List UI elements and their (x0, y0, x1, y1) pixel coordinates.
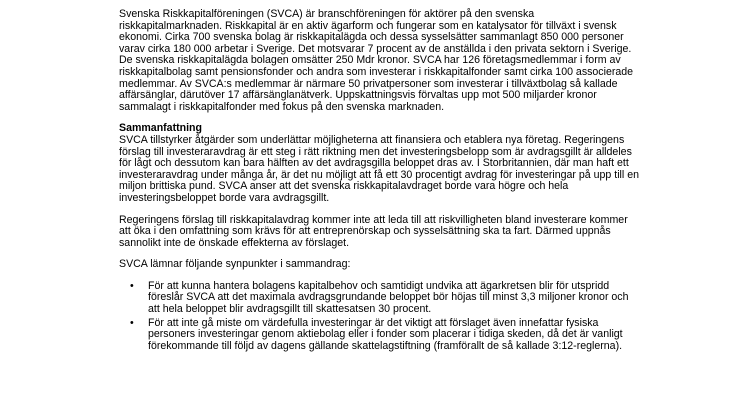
list-item-text: För att inte gå miste om värdefulla investeringar är det viktigt att förslaget även innefattar fysiska personers investeringar genom aktiebolag eller i fonder som placerar i tidiga skeden, då det är vanligt förekommande till följd av dagens gällande skattelagstiftning (framförallt de så kallade 3:12-reglerna). (148, 316, 623, 352)
summary-heading: Sammanfattning (119, 122, 202, 135)
bullet-icon: • (130, 279, 134, 292)
summary-paragraph-1: SVCA tillstyrker åtgärder som underlättar möjligheterna att finansiera och etablera nya företag. Regeringens förslag till investeraravdrag är ett steg i rätt riktning men det investeringsbelopp som är avdragsgillt är alldeles för lågt och dessutom kan bara hälften av det avdragsgilla beloppet dras av. I Storbritannien, där man haft ett investeraravdrag under många år, är det nu möjligt att få ett 30 procentigt avdrag för investeringar på upp till en miljon brittiska pund. SVCA anser att det svenska riskkapitalavdraget borde vara högre och hela investeringsbeloppet borde vara avdragsgillt. (119, 133, 639, 204)
intro-paragraph: Svenska Riskkapitalföreningen (SVCA) är branschföreningen för aktörer på den svenska riskkapitalmarknaden. Riskkapital är en aktiv ägarform och fungerar som en katalysator för tillväxt i svensk ekonomi. Cirka 700 svenska bolag är riskkapitalägda och dessa sysselsätter sammanlagt 850 000 personer varav cirka 180 000 arbetar i Sverige. Det motsvarar 7 procent av de anställda i den privata sektorn i Sverige. De svenska riskkapitalägda bolagen omsätter 250 Mdr kronor. SVCA har 126 företagsmedlemmar i form av riskkapitalbolag samt pensionsfonder och andra som investerar i riskkapitalfonder samt cirka 100 associerade medlemmar. Av SVCA:s medlemmar är närmare 50 privatpersoner som investerar i tillväxtbolag så kallade affärsänglar, därutöver 17 affärsänglanätverk. Uppskattningsvis förvaltas upp mot 500 miljarder kronor sammalagt i riskkapitalfonder med fokus på den svenska marknaden. (119, 8, 634, 113)
summary-paragraph-2: Regeringens förslag till riskkapitalavdrag kommer inte att leda till att riskvilligheten bland investerare kommer att öka i den omfattning som krävs för att entreprenörskap och sysselsättning ska ta fart. Därmed uppnås sannolikt inte de önskade effekterna av förslaget. (119, 213, 628, 249)
list-item (119, 281, 639, 316)
synpunkter-list (119, 281, 639, 353)
summary-paragraph-3: SVCA lämnar följande synpunkter i sammandrag: (119, 258, 351, 271)
list-item-text: För att kunna hantera bolagens kapitalbehov och samtidigt undvika att ägarkretsen blir för utspridd föreslår SVCA att det maximala avdragsgrundande beloppet bör höjas till minst 3,3 miljoner kronor och att hela beloppet blir avdragsgillt till skattesatsen 30 procent. (148, 279, 629, 316)
bullet-icon: • (130, 316, 134, 329)
document-page (119, 9, 639, 354)
list-item (119, 318, 639, 353)
